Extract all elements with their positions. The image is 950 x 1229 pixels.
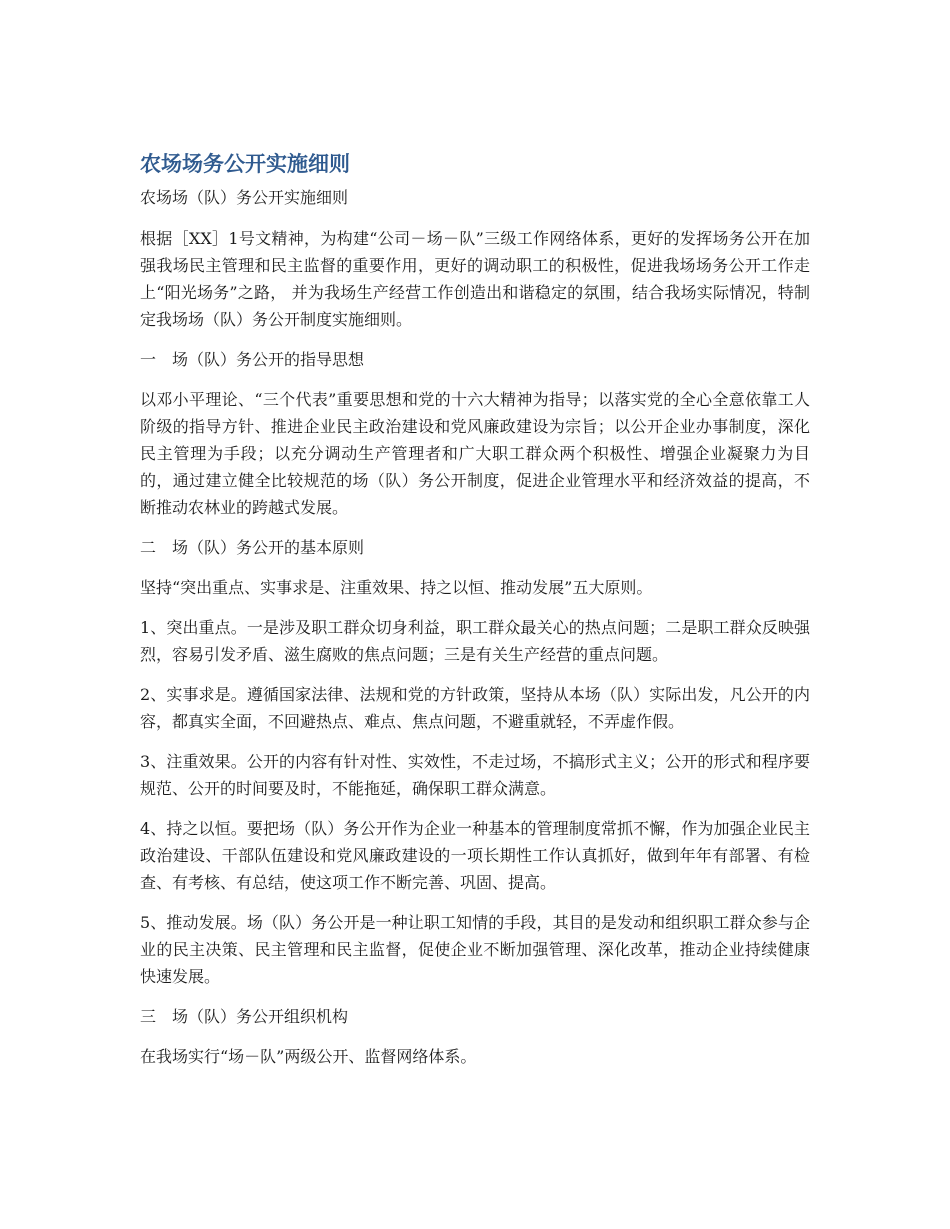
principle-item-1: 1、突出重点。一是涉及职工群众切身利益，职工群众最关心的热点问题；二是职工群众反映强烈，容易引发矛盾、滋生腐败的焦点问题；三是有关生产经营的重点问题。 (140, 618, 810, 664)
principle-item-4: 4、持之以恒。要把场（队）务公开作为企业一种基本的管理制度常抓不懈，作为加强企业民主政治建设、干部队伍建设和党风廉政建设的一项长期性工作认真抓好，做到年年有部署、有检查、有考核、有总结，使这项工作不断完善、巩固、提高。 (140, 819, 810, 892)
document-page (140, 148, 810, 1083)
section-2-summary: 坚持“突出重点、实事求是、注重效果、持之以恒、推动发展”五大原则。 (140, 578, 653, 597)
section-heading-3: 三 场（队）务公开组织机构 (140, 1007, 349, 1026)
section-heading-1: 一 场（队）务公开的指导思想 (140, 350, 365, 369)
intro-paragraph: 根据［XX］1号文精神，为构建“公司－场－队”三级工作网络体系，更好的发挥场务公开在加强我场民主管理和民主监督的重要作用，更好的调动职工的积极性，促进我场场务公开工作走上“阳光场务”之路， 并为我场生产经营工作创造出和谐稳定的氛围，结合我场实际情况，特制定我场场（队）务公开制度实施细则。 (140, 229, 810, 329)
section-1-body: 以邓小平理论、“三个代表”重要思想和党的十六大精神为指导；以落实党的全心全意依靠工人阶级的指导方针、推进企业民主政治建设和党风廉政建设为宗旨；以公开企业办事制度，深化民主管理为手段；以充分调动生产管理者和广大职工群众两个积极性、增强企业凝聚力为目的，通过建立健全比较规范的场（队）务公开制度，促进企业管理水平和经济效益的提高，不断推动农林业的跨越式发展。 (140, 390, 810, 517)
principle-item-2: 2、实事求是。遵循国家法律、法规和党的方针政策，坚持从本场（队）实际出发，凡公开的内容，都真实全面，不回避热点、难点、焦点问题，不避重就轻，不弄虚作假。 (140, 685, 810, 731)
principle-item-3: 3、注重效果。公开的内容有针对性、实效性，不走过场，不搞形式主义；公开的形式和程序要规范、公开的时间要及时，不能拖延，确保职工群众满意。 (140, 752, 810, 798)
document-title: 农场场务公开实施细则 (140, 152, 350, 176)
section-3-body: 在我场实行“场－队”两级公开、监督网络体系。 (140, 1047, 477, 1066)
section-heading-2: 二 场（队）务公开的基本原则 (140, 538, 365, 557)
principle-item-5: 5、推动发展。场（队）务公开是一种让职工知情的手段，其目的是发动和组织职工群众参与企业的民主决策、民主管理和民主监督，促使企业不断加强管理、深化改革，推动企业持续健康快速发展。 (140, 913, 810, 986)
document-subtitle: 农场场（队）务公开实施细则 (140, 188, 349, 207)
